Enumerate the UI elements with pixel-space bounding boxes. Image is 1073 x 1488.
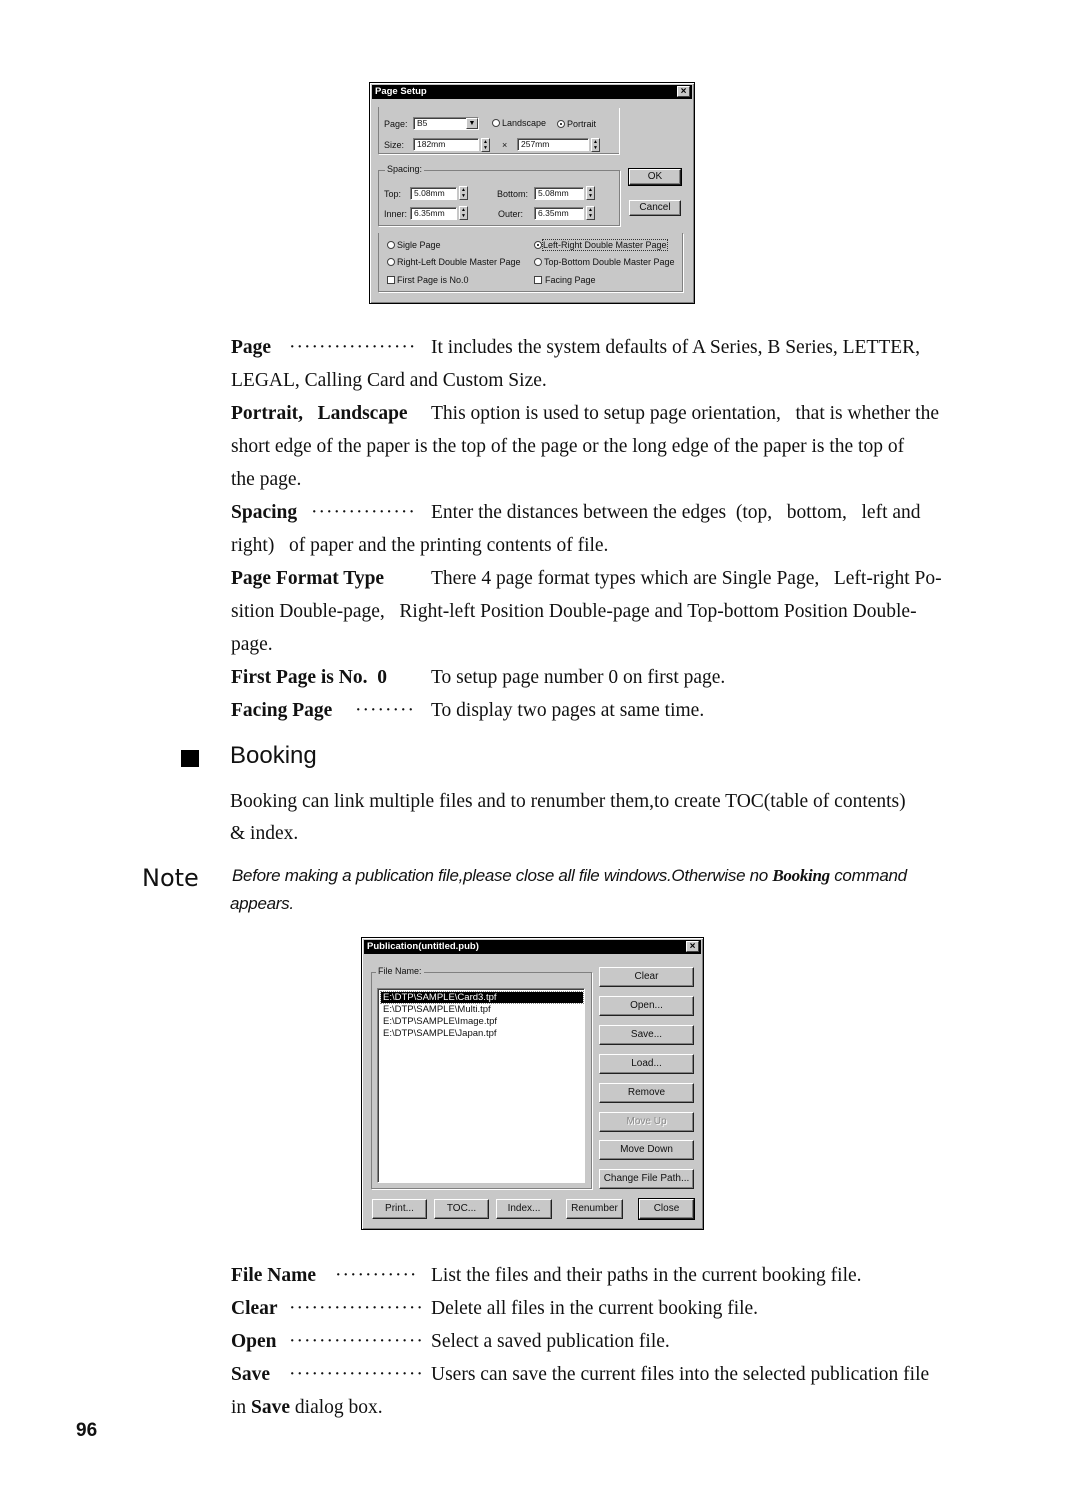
term-file-name: File Name [231, 1265, 317, 1286]
term-clear: Clear [231, 1298, 278, 1319]
leader-dots: ·············· [311, 502, 416, 523]
move-up-button[interactable]: Move Up [599, 1112, 694, 1132]
top-label: Top: [384, 189, 402, 199]
def-text: To display two pages at same time. [431, 700, 705, 721]
file-name-label: File Name: [378, 966, 422, 976]
booking-para-1: Booking can link multiple files and to renumber them,to create TOC(table of contents) [230, 791, 906, 812]
top-input[interactable] [410, 187, 457, 200]
top-value: 5.08mm [414, 188, 445, 198]
left-right-label: Left-Right Double Master Page [543, 240, 667, 250]
publication-dialog [361, 937, 704, 1230]
ok-button[interactable]: OK [629, 169, 681, 185]
def-file-name [231, 1259, 862, 1292]
term-first-page: First Page is No. 0 [231, 667, 387, 688]
def-text: Select a saved publication file. [431, 1331, 670, 1352]
def-page [231, 331, 921, 364]
close-icon[interactable]: × [686, 941, 699, 952]
term-spacing: Spacing [231, 502, 298, 523]
inner-label: Inner: [384, 209, 408, 219]
open-button[interactable]: Open... [599, 996, 694, 1016]
close-button[interactable]: Close [639, 1199, 694, 1219]
leader-dots: ·················· [289, 1364, 424, 1385]
page-number: 96 [76, 1420, 98, 1441]
outer-spinner[interactable]: ▲ ▼ [586, 206, 595, 220]
def-first-page [231, 661, 726, 694]
def-orientation-cont-1: short edge of the paper is the top of the page or the long edge of the paper is the top of [231, 436, 905, 457]
top-bottom-radio[interactable] [534, 258, 542, 266]
def-text: Users can save the current files into the selected publication file [431, 1364, 930, 1385]
page-select-value: B5 [417, 118, 428, 128]
square-bullet-icon [181, 750, 199, 767]
times-sign: × [502, 140, 508, 150]
height-input[interactable] [517, 138, 589, 151]
page-setup-titlebar [372, 85, 692, 99]
right-left-label: Right-Left Double Master Page [397, 257, 521, 267]
page-setup-dialog [369, 82, 695, 304]
file-list[interactable] [377, 988, 585, 1183]
list-item[interactable]: E:\DTP\SAMPLE\Multi.tpf [383, 1004, 491, 1015]
inner-input[interactable] [410, 207, 457, 220]
def-facing [231, 694, 705, 727]
renumber-button[interactable]: Renumber [566, 1199, 623, 1219]
note-line-2: appears. [230, 894, 294, 913]
note-tag: Note [142, 864, 199, 892]
inner-value: 6.35mm [414, 208, 445, 218]
single-page-radio[interactable] [387, 241, 395, 249]
def-text: This option is used to setup page orientation, that is whether the [431, 403, 939, 424]
bottom-input[interactable] [534, 187, 584, 200]
landscape-radio[interactable] [492, 119, 500, 127]
term-page: Page [231, 337, 272, 358]
outer-label: Outer: [498, 209, 524, 219]
save-cont-a: in [231, 1397, 252, 1418]
single-page-label: Sigle Page [397, 240, 441, 250]
cancel-button[interactable]: Cancel [629, 200, 681, 216]
clear-button[interactable]: Clear [599, 967, 694, 987]
landscape-label: Landscape [502, 118, 547, 128]
def-spacing [231, 496, 921, 529]
right-left-radio[interactable] [387, 258, 395, 266]
list-item[interactable]: E:\DTP\SAMPLE\Japan.tpf [383, 1028, 497, 1039]
note-line-1 [232, 866, 907, 886]
inner-spinner[interactable]: ▲ ▼ [459, 206, 468, 220]
publication-titlebar [364, 940, 701, 954]
leader-dots: ·················· [289, 1331, 424, 1352]
leader-dots: ········ [355, 700, 415, 721]
save-cont-b: dialog box. [290, 1397, 383, 1418]
save-button[interactable]: Save... [599, 1025, 694, 1045]
page-label: Page: [384, 119, 408, 129]
term-format: Page Format Type [231, 568, 385, 589]
save-cont-bold: Save [251, 1397, 291, 1418]
height-spinner[interactable]: ▲ ▼ [591, 138, 600, 152]
change-file-path-button[interactable]: Change File Path... [599, 1169, 694, 1189]
first-page-zero-checkbox[interactable] [387, 276, 395, 284]
booking-heading: Booking [230, 742, 317, 769]
left-right-radio[interactable] [534, 241, 542, 249]
print-button[interactable]: Print... [372, 1199, 427, 1219]
move-down-button[interactable]: Move Down [599, 1140, 694, 1160]
top-spinner[interactable]: ▲ ▼ [459, 186, 468, 200]
index-button[interactable]: Index... [496, 1199, 552, 1219]
def-text: There 4 page format types which are Single Page, Left-right Po- [431, 568, 942, 589]
bottom-spinner[interactable]: ▲ ▼ [586, 186, 595, 200]
remove-button[interactable]: Remove [599, 1083, 694, 1103]
def-spacing-cont: right) of paper and the printing contents of file. [231, 535, 609, 556]
def-text: Enter the distances between the edges (top, bottom, left and [431, 502, 921, 523]
width-spinner[interactable]: ▲ ▼ [481, 138, 490, 152]
spacing-label: Spacing: [387, 164, 423, 174]
portrait-label: Portrait [567, 119, 597, 129]
outer-input[interactable] [534, 207, 584, 220]
leader-dots: ··········· [335, 1265, 418, 1286]
load-button[interactable]: Load... [599, 1054, 694, 1074]
term-save: Save [231, 1364, 270, 1385]
def-open [231, 1325, 670, 1358]
def-text: Delete all files in the current booking file. [431, 1298, 759, 1319]
list-item[interactable]: E:\DTP\SAMPLE\Card3.tpf [381, 992, 583, 1003]
portrait-radio[interactable] [557, 120, 565, 128]
def-text: To setup page number 0 on first page. [431, 667, 726, 688]
def-format [231, 562, 942, 595]
bottom-label: Bottom: [497, 189, 529, 199]
top-bottom-label: Top-Bottom Double Master Page [544, 257, 675, 267]
term-facing: Facing Page [231, 700, 333, 721]
def-save-cont [231, 1391, 383, 1424]
def-clear [231, 1292, 759, 1325]
first-page-zero-label: First Page is No.0 [397, 275, 469, 285]
list-item[interactable]: E:\DTP\SAMPLE\Image.tpf [383, 1016, 498, 1027]
def-page-cont: LEGAL, Calling Card and Custom Size. [231, 370, 547, 391]
booking-para-2: & index. [230, 823, 299, 844]
width-value: 182mm [417, 139, 446, 149]
height-value: 257mm [521, 139, 550, 149]
facing-page-label: Facing Page [545, 275, 596, 285]
outer-value: 6.35mm [538, 208, 569, 218]
size-label: Size: [384, 140, 405, 150]
toc-button[interactable]: TOC... [434, 1199, 489, 1219]
leader-dots: ················· [289, 337, 417, 358]
close-icon[interactable]: × [677, 86, 690, 97]
def-text: It includes the system defaults of A Series, B Series, LETTER, [431, 337, 921, 358]
note-bold: Booking [772, 866, 830, 885]
note-text: Before making a publication file,please close all file windows.Otherwise no [232, 866, 773, 885]
def-orientation-cont-2: the page. [231, 469, 302, 490]
bottom-value: 5.08mm [538, 188, 569, 198]
leader-dots: ·················· [289, 1298, 424, 1319]
chevron-down-icon[interactable]: ▼ [466, 118, 478, 129]
publication-title: Publication(untitled.pub) [367, 941, 479, 952]
def-save [231, 1358, 930, 1391]
page-setup-title: Page Setup [375, 86, 427, 97]
note-text: command [829, 866, 907, 885]
def-orientation [231, 397, 939, 430]
def-format-cont-2: page. [231, 634, 273, 655]
term-orientation: Portrait, Landscape [231, 403, 408, 424]
facing-page-checkbox[interactable] [534, 276, 542, 284]
width-input[interactable] [413, 138, 479, 151]
def-format-cont-1: sition Double-page, Right-left Position Double-page and Top-bottom Position Double- [231, 601, 917, 622]
def-text: List the files and their paths in the current booking file. [431, 1265, 862, 1286]
term-open: Open [231, 1331, 277, 1352]
